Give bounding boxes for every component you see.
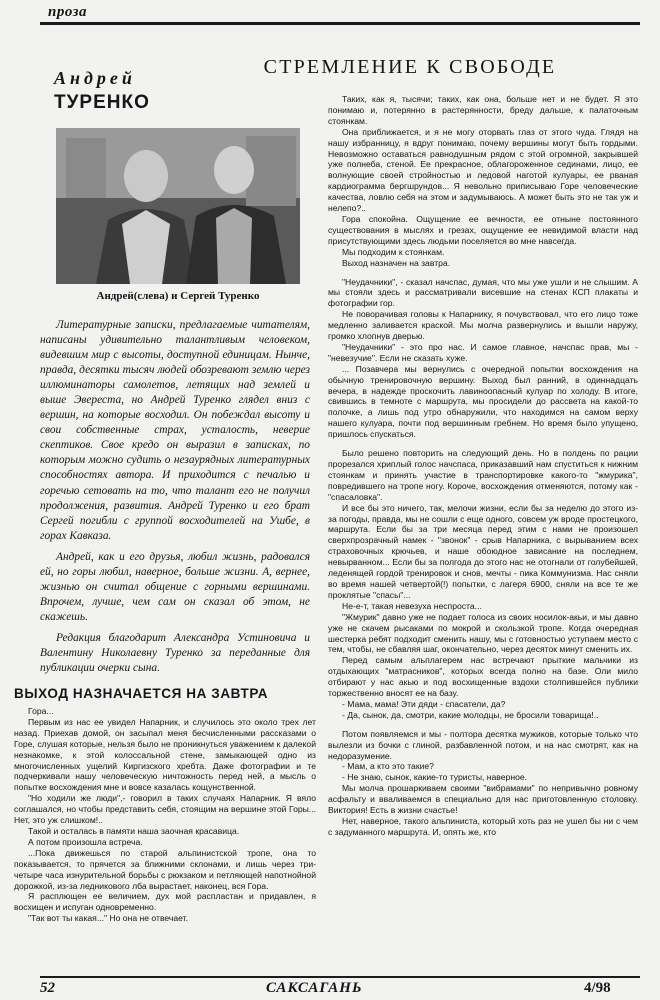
text-paragraph: И все бы это ничего, так, мелочи жизни, если бы за неделю до этого из-за погоды, правда, мы не сошли с еще одного, совсем уж вроде простецкого, маршрута. Если бы за три месяца перед этим с нами не произошел сверхпрозрачный намек - "звонок" - срыв Напарника, с вырыванием всех страховочных крючьев, и наше обоюдное зависание на последнем, невырванном... Если бы за полгода до этого нас не отогнали от голубейшей, леденящей гордой тренировок и снов, мечты - пика Коммунизма. Нас сняли во время нашей четвертой(!) попытки, с лагеря 6900, сняли на все те же проклятые "спасы"... [328,502,638,600]
text-paragraph: ... Позавчера мы вернулись с очередной попытки восхождения на обычную тренировочную вершину. Выход был ранний, в одиннадцать вечера, в надежде проскочить лавиноопасный кулуар по холоду. В итоге, свившись в темноте с маршрута, мы просидели до рассвета на какой-то полочке, а лишь под утро обнаружили, что находимся на самом верху нашего кулуара, почти под вершинным гребнем. Но время было упущено, пришлось спускаться. [328,363,638,440]
author-first-name: Андрей [54,68,136,88]
section-label: проза [48,4,87,20]
text-paragraph: Гора спокойна. Ощущение ее вечности, ее отныне постоянного существования в мыслях и грезах, ощущение ее невидимой власти над присутствующими здесь людьми поселяется во мне навсегда. [328,213,638,246]
text-paragraph: "Жмурик" давно уже не подает голоса из своих носилок-акьи, и мы давно уже не скачем рысаками по мокрой и скользкой тропе. Когда очередная шестерка ребят подходит сменить нашу, мы с готовностью уступаем место с тем, чтобы, не сбавляя шаг, окончательно, через десяток минут сменить их. [328,611,638,655]
magazine-name: САКСАГАНЬ [266,980,363,996]
text-paragraph: "Неудачники", - сказал начспас, думая, что мы уже ушли и не слышим. А мы стояли здесь и рассматривали висевшие на стенах КСП плакаты и фотографии гор. [328,276,638,309]
text-column-right [328,94,638,970]
photo-caption: Андрей(слева) и Сергей Туренко [96,290,260,302]
header-rule [40,22,640,25]
text-paragraph: Потом появляемся и мы - полтора десятка мужиков, которые только что вылезли из бочки с глиной, разбавленной потом, и на нас смотрят, как на недоразумение. [328,728,638,761]
intro-text [40,318,310,682]
article-title: СТРЕМЛЕНИЕ К СВОБОДЕ [263,56,557,78]
intro-paragraph: Редакция благодарит Александра Устиновича и Валентину Николаевну Туренко за переданные для публикации очерки сына. [40,631,310,675]
text-paragraph: Первым из нас ее увидел Напарник, и случилось это около трех лет назад. Приехав домой, он засыпал меня бесчисленными рассказами о Горе, слушая которые, нельзя было не проникнуться уважением к далекой незнакомке, к этой колоссальной стене, замыкающей одно из многочисленных ущелий Киргизского хребта. Даже фотографии и те подчеркивали нашу человеческую ничтожность перед ней, а мысль о попытке восхождения мне и вовсе казалась кощунственной. [14,716,316,793]
text-paragraph: ...Пока движешься по старой альпинистской тропе, она то показывается, то прячется за ближними склонами, и лишь через три-четыре часа изнурительной борьбы с рюкзаком и петляющей напотнойной дорожкой, из-за ледникового лба вырастает, наконец, вся Гора. [14,847,316,891]
footer-rule [40,976,640,978]
text-paragraph: "Но ходили же люди",- говорил в таких случаях Напарник. Я вяло соглашался, но чтобы представить себя, стоящим на вершине этой Горы... Нет, это уж слишком!.. [14,793,316,826]
text-paragraph: Таких, как я, тысячи; таких, как она, больше нет и не будет. Я это понимаю и, потерянно в растерянности, бреду дальше, к палаточным стоянкам. [328,94,638,126]
text-paragraph: Гора... [28,706,54,716]
text-paragraph: - Не знаю, сынок, какие-то туристы, наверное. [342,772,528,783]
text-paragraph: Не поворачивая головы к Напарнику, я почувствовал, что его лицо тоже медленно заливается краской. Мы молча развернулись и вышли наружу, громко хлопнув дверью. [328,309,638,342]
intro-paragraph: Андрей, как и его друзья, любил жизнь, радовался ей, но горы любил, наверное, больше жизни. А, вернее, жизнью он считал общение с горными вершинами. Впрочем, лучше, чем сам он сказал об этом, не скажешь. [40,550,310,623]
text-paragraph: Мы молча прошаркиваем своими "вибрамами" по непривычно ровному асфальту и вваливаемся в специально для нас приготовленную столовку. Виктория! Есть в жизни счастье! [328,783,638,816]
author-last-name: ТУРЕНКО [54,92,150,113]
text-paragraph: Я расплющен ее величием, дух мой распластан и придавлен, я восхищен и испуган одновременно. [14,891,316,913]
text-paragraph: Было решено повторить на следующий день. Но в полдень по рации прорезался хриплый голос начспаса, приказавший нам спуститься к нижним стоянкам и принять участие в транспортировке какого-то "жмурика", повредившего на тропе ногу. Короче, восхождения отменяются, потому как - "спасаловка". [328,448,638,502]
section-heading: ВЫХОД НАЗНАЧАЕТСЯ НА ЗАВТРА [14,686,269,701]
page-number: 52 [40,980,55,996]
issue-number: 4/98 [584,980,611,996]
text-paragraph: Перед самым альплагерем нас встречают прыткие мальчики из отдыхающих "матрасников", которых всегда полно на базе. Оли мило отбирают у нас акью и под восхищенные вздохи столпившейся публики торжественно вносят ее на базу. [328,655,638,699]
text-paragraph: Такой и осталась в памяти наша заочная красавица. [28,825,240,836]
text-column-left [14,706,316,968]
text-paragraph: - Да, сынок, да, смотри, какие молодцы, не бросили товарища!.. [342,709,599,720]
text-paragraph: Нет, наверное, такого альпиниста, который хоть раз не ушел бы ни с чем с задуманного маршрута. И, опять же, кто [328,816,638,837]
text-paragraph: - Мам, а кто это такие? [342,761,434,772]
author-photo [56,128,300,284]
text-paragraph: "Так вот ты какая..." Но она не отвечает. [28,913,189,924]
text-paragraph: А потом произошла встреча. [28,836,143,847]
text-paragraph: Выход назначен на завтра. [342,257,451,268]
intro-paragraph: Литературные записки, предлагаемые читателям, написаны удивительно талантливым человеком, видевшим мир с высоты, доступной единицам. Нынче, правда, десятки тысяч людей обозревают землю через иллюминаторы самолетов, летящих над землей и выше Эвереста, но Андрей Туренко глядел вниз с вершин, на которые восходил. Он побеждал высоту и свои собственные страх, усталость, неверие скептиков. Свое кредо он выразил в записках, по которым можно судить о незаурядных литературных способностях автора. И приходится с печалью и горечью сетовать на то, что талант его не получил продолжения, развития. Андрей Туренко и его брат Сергей погибли с группой восходителей на Ушбе, в горах Кавказа. [40,319,310,542]
text-paragraph: Она приближается, и я не могу оторвать глаз от этого чуда. Глядя на нашу избранницу, я вдруг понимаю, почему вершины могут быть гордыми. Невозможно оставаться равнодушным рядом с этой огромной, закрывшей уже полнеба, стеной. Ее прекрасное, облагороженное сединами, лицо, ее волнующие своей стройностью и ледовой наготой кулуары, ее рваная кардиограмма бергшрундов... Я невольно приписываю Горе человеческие качества, ловлю себя на этом и задумываюсь. А может быть это не так уж и нелепо?.. [328,126,638,214]
text-paragraph: Мы подходим к стоянкам. [342,246,445,257]
text-paragraph: Не-е-т, такая невезуха неспроста... [342,600,482,611]
text-paragraph: - Мама, мама! Эти дяди - спасатели, да? [342,698,506,709]
text-paragraph: "Неудачники" - это про нас. И самое главное, начспас прав, мы - "невезучие". Если не сказать хуже. [328,341,638,363]
